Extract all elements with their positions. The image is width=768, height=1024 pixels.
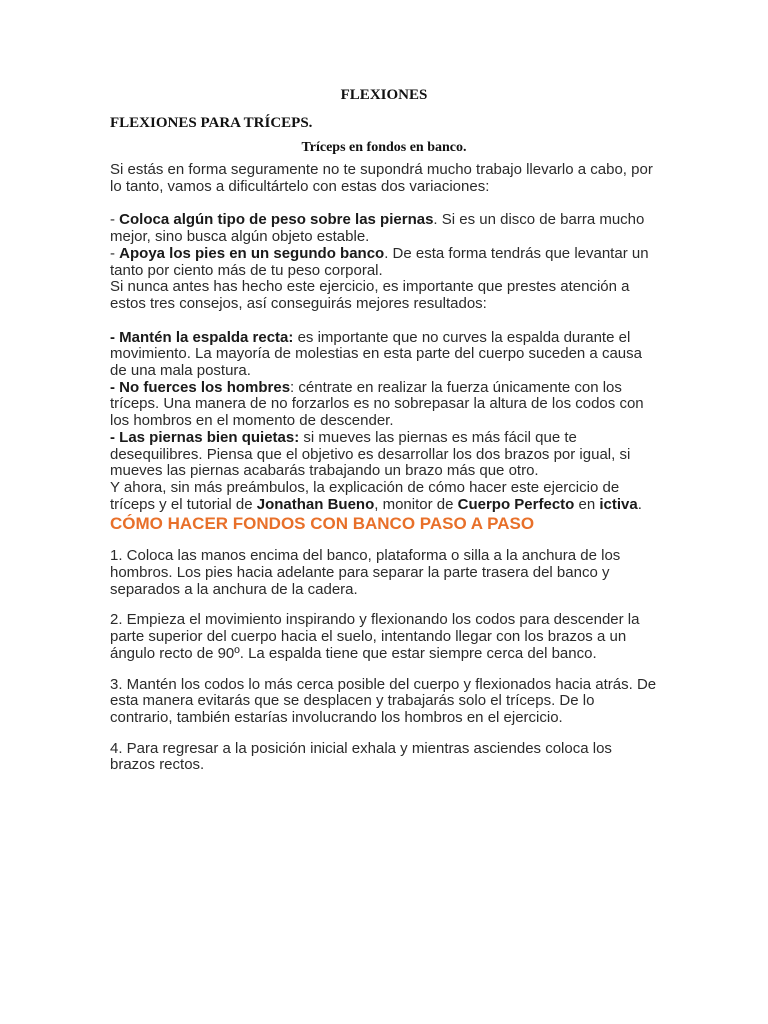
closing-text: , monitor de <box>374 495 458 513</box>
tips-intro-paragraph: Si nunca antes has hecho este ejercicio, es importante que prestes atención a estos tres consejos, así conseguirás mejores resultados: <box>110 278 630 312</box>
variation-bold: Coloca algún tipo de peso sobre las piernas <box>119 211 434 229</box>
subsection-title: Tríceps en fondos en banco. <box>301 140 467 155</box>
tip-item <box>110 380 658 430</box>
step-item: 2. Empieza el movimiento inspirando y flexionando los codos para descender la parte superior del cuerpo hacia el suelo, intentando llegar con los brazos a un ángulo recto de 90º. La espalda tiene que estar siempre cerca del banco. <box>110 611 640 662</box>
variation-text: . Si es un disco de barra mucho mejor, sino busca algún objeto estable. <box>110 211 645 246</box>
closing-text: . <box>637 495 642 513</box>
document-title: FLEXIONES <box>340 87 428 103</box>
closing-paragraph <box>110 480 658 513</box>
document-page <box>110 84 658 774</box>
tip-text: si mueves las piernas es más fácil que te desequilibres. Piensa que el objetivo es desarrollar los dos brazos por igual, si mueves las piernas acabarás trabajando un brazo más que otro. <box>110 428 631 480</box>
tip-bold: - Las piernas bien quietas: <box>110 428 300 446</box>
variation-bold: Apoya los pies en un segundo banco <box>119 244 385 262</box>
closing-text: Y ahora, sin más preámbulos, la explicación de cómo hacer este ejercicio de tríceps y el tutorial de <box>110 478 620 513</box>
variation-item <box>110 246 658 279</box>
section-title: FLEXIONES PARA TRÍCEPS. <box>110 115 313 131</box>
tip-item <box>110 330 658 380</box>
step-item: 4. Para regresar a la posición inicial exhala y mientras asciendes coloca los brazos rectos. <box>110 739 612 774</box>
tip-item <box>110 430 658 480</box>
closing-text: en <box>574 495 600 513</box>
tip-bold: - No fuerces los hombres <box>110 378 291 396</box>
intro-paragraph: Si estás en forma seguramente no te supondrá mucho trabajo llevarlo a cabo, por lo tanto, vamos a dificultártelo con estas dos variaciones: <box>110 161 653 195</box>
closing-bold-name: Jonathan Bueno <box>256 495 375 513</box>
step-item: 3. Mantén los codos lo más cerca posible del cuerpo y flexionados hacia atrás. De esta manera evitarás que se desplacen y trabajarás solo el tríceps. De lo contrario, también estarías involucrando los hombros en el ejercicio. <box>110 675 657 726</box>
steps-heading: CÓMO HACER FONDOS CON BANCO PASO A PASO <box>110 514 535 534</box>
variation-prefix: - <box>110 244 120 262</box>
tip-text: es importante que no curves la espalda durante el movimiento. La mayoría de molestias en esta parte del cuerpo suceden a causa de una mala postura. <box>110 328 642 380</box>
step-item: 1. Coloca las manos encima del banco, plataforma o silla a la anchura de los hombros. Los pies hacia adelante para separar la parte trasera del banco y separados a la anchura de la cadera. <box>110 547 621 598</box>
variation-prefix: - <box>110 211 120 229</box>
tip-text: : céntrate en realizar la fuerza únicamente con los tríceps. Una manera de no forzarlos es no sobrepasar la altura de los codos con los hombros en el momento de descender. <box>110 378 644 430</box>
tip-bold: - Mantén la espalda recta: <box>110 328 294 346</box>
variation-text: . De esta forma tendrás que levantar un tanto por ciento más de tu peso corporal. <box>110 244 649 279</box>
closing-bold-brand: Cuerpo Perfecto <box>457 495 575 513</box>
closing-bold-site: ictiva <box>599 495 638 513</box>
variation-item <box>110 212 658 245</box>
